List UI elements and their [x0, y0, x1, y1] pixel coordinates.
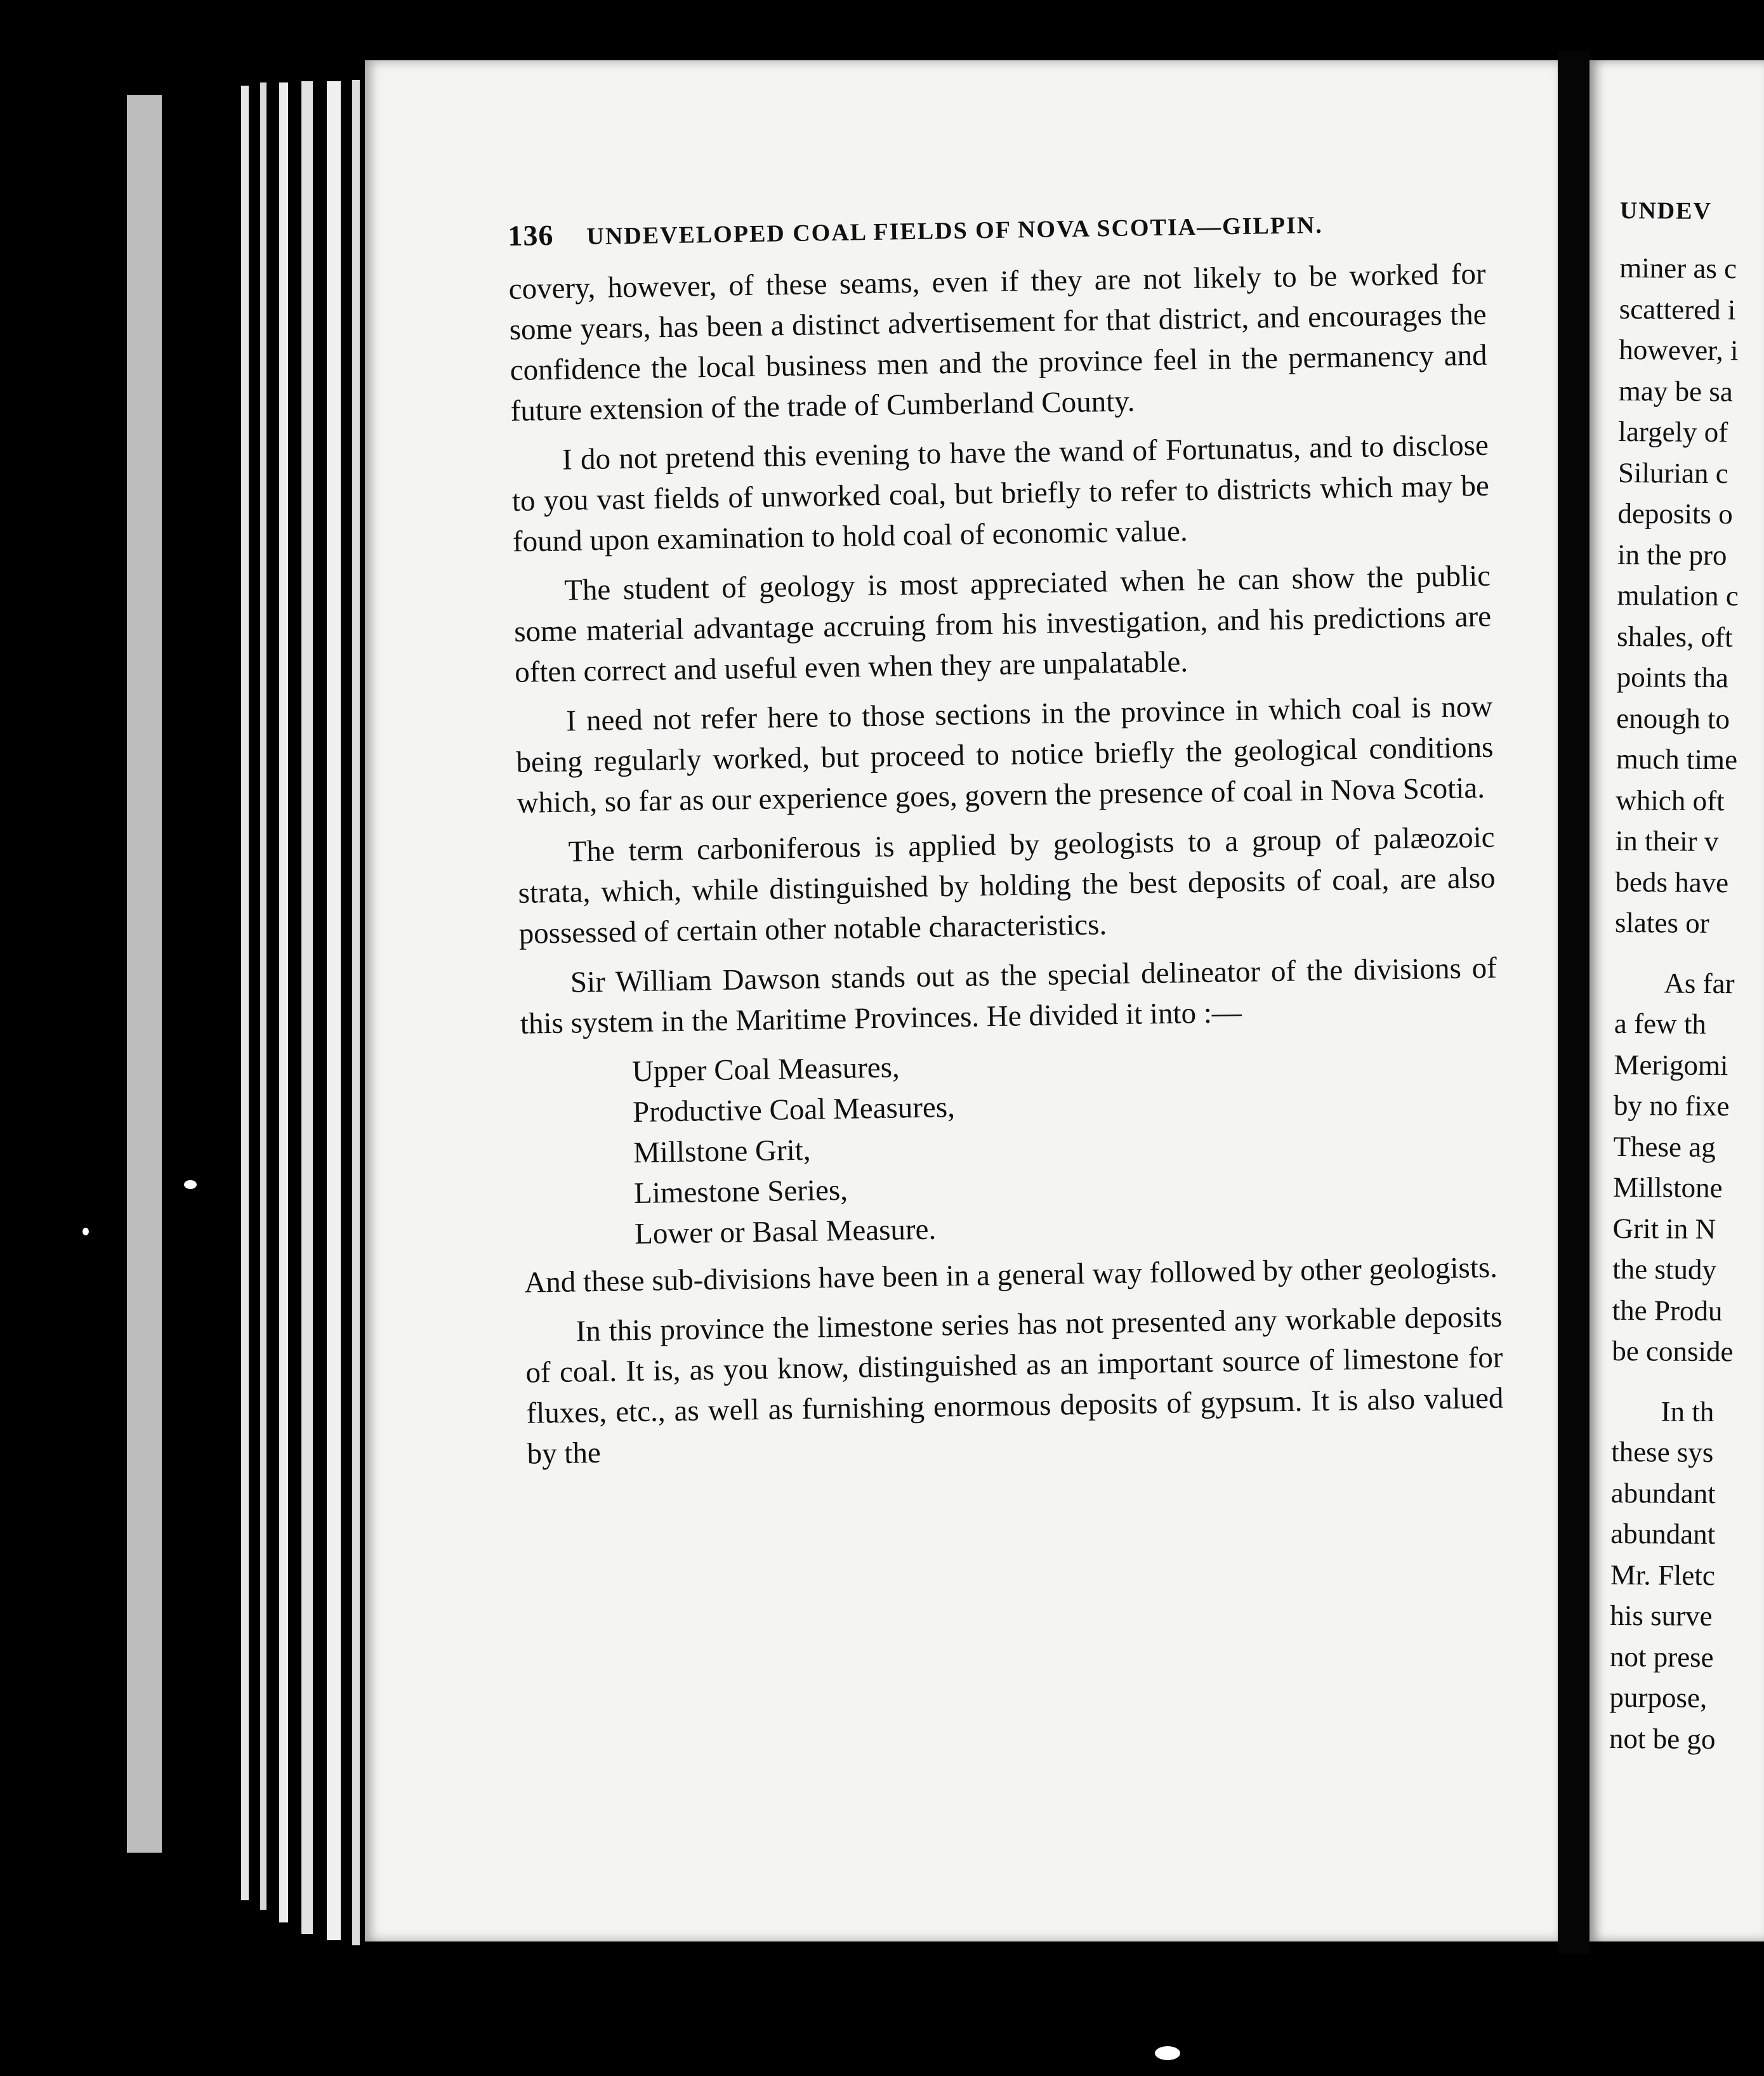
- right-text-line: may be sa: [1618, 374, 1733, 407]
- right-page: [1590, 60, 1764, 1941]
- right-text-line: purpose,: [1609, 1681, 1708, 1714]
- right-text-line: Mr. Fletc: [1610, 1558, 1716, 1591]
- right-text-line: As far: [1664, 967, 1735, 999]
- page-stack-edge: [260, 82, 267, 1910]
- right-text-line: miner as c: [1619, 251, 1737, 285]
- right-text-line: Silurian c: [1617, 456, 1728, 489]
- paragraph: Sir William Dawson stands out as the special delineator of the divisions of this system in the Maritime Provinces. He divided it into :—: [520, 951, 1497, 1041]
- right-text-line: much time: [1616, 742, 1738, 776]
- paragraph: The student of geology is most appreciated when he can show the public some material advantage accruing from his investigation, and his predictions are often correct and useful even when they are unpalatable.: [513, 559, 1492, 689]
- right-text-block: [1609, 1390, 1764, 1761]
- running-head: [508, 204, 1485, 253]
- left-page-content: [508, 204, 1504, 1483]
- scan-speck: [82, 1228, 89, 1235]
- page-stack-edge: [352, 80, 360, 1945]
- scan-speck: [1155, 2046, 1180, 2060]
- running-title: UNDEVELOPED COAL FIELDS OF NOVA SCOTIA—GILPIN.: [586, 211, 1324, 251]
- page-stack-edge: [327, 81, 341, 1940]
- right-text-line: Merigomi: [1614, 1048, 1728, 1081]
- right-running-title: UNDEV: [1619, 197, 1713, 225]
- right-text-line: Grit in N: [1612, 1212, 1716, 1245]
- right-text-line: a few th: [1614, 1007, 1707, 1040]
- right-text-line: these sys: [1611, 1435, 1714, 1469]
- paragraph: In this province the limestone series has not presented any workable deposits of coal. It is, as you know, distinguished as an important source of limestone for fluxes, etc., as well as furnishing enormous deposits of gypsum. It is also valued by the: [525, 1300, 1504, 1471]
- page-number: 136: [508, 218, 554, 252]
- right-text-line: shales, oft: [1616, 620, 1733, 653]
- right-text-line: points tha: [1616, 660, 1729, 694]
- right-text-line: the Produ: [1612, 1294, 1723, 1327]
- division-item: Millstone Grit,: [633, 1133, 811, 1170]
- paragraph: The term carboniferous is applied by geologists to a group of palæozoic strata, which, while distinguished by holding the best deposits of coal, are also possessed of certain other notable characteristics.: [518, 820, 1496, 950]
- right-text-line: not be go: [1609, 1722, 1716, 1755]
- page-stack-edge: [279, 82, 288, 1922]
- page-stack-edge: [127, 95, 162, 1853]
- paragraph: covery, however, of these seams, even if they are not likely to be worked for some years, has been a distinct advertisement for that district, and encourages the confidence the local business men and the province feel in the permanency and future extension of the trade of Cumberland County.: [508, 257, 1487, 428]
- scan-speck: [184, 1180, 197, 1189]
- right-text-line: slates or: [1614, 906, 1709, 940]
- right-text-line: be conside: [1612, 1334, 1734, 1368]
- right-text-line: abundant: [1610, 1517, 1716, 1551]
- right-text-line: Millstone: [1612, 1171, 1723, 1204]
- right-text-line: which oft: [1616, 784, 1725, 817]
- right-text-line: deposits o: [1617, 497, 1733, 530]
- right-text-line: These ag: [1613, 1130, 1716, 1163]
- right-text-line: in their v: [1615, 824, 1719, 858]
- paragraph: And these sub-divisions have been in a general way followed by other geologists.: [523, 1251, 1498, 1299]
- right-page-content: [1609, 197, 1764, 1761]
- division-item: Limestone Series,: [633, 1173, 848, 1211]
- right-text-line: the study: [1612, 1252, 1717, 1286]
- right-text-line: not prese: [1609, 1640, 1714, 1673]
- right-text-line: scattered i: [1619, 292, 1736, 325]
- paragraph: I need not refer here to those sections in the province in which coal is now being regularly worked, but proceed to notice briefly the geological conditions which, so far as our experience goes, govern the presence of coal in Nova Scotia.: [516, 690, 1494, 820]
- division-list: [521, 1038, 1501, 1256]
- right-text-line: abundant: [1610, 1476, 1716, 1509]
- left-page: [365, 60, 1558, 1941]
- right-text-line: In th: [1661, 1395, 1715, 1428]
- division-item: Lower or Basal Measure.: [634, 1212, 937, 1251]
- right-text-line: largely of: [1618, 415, 1728, 449]
- right-text-block: [1612, 962, 1764, 1374]
- page-stack-edge: [301, 81, 313, 1934]
- right-text-line: enough to: [1616, 702, 1730, 735]
- right-text-line: by no fixe: [1613, 1089, 1730, 1122]
- right-text-line: his surve: [1610, 1599, 1713, 1633]
- right-text-line: beds have: [1615, 865, 1729, 898]
- division-item: Productive Coal Measures,: [632, 1091, 956, 1129]
- page-stack-edge: [241, 86, 249, 1900]
- division-item: Upper Coal Measures,: [631, 1051, 900, 1089]
- right-text-line: in the pro: [1617, 538, 1727, 571]
- right-text-line: mulation c: [1617, 579, 1739, 612]
- binding-gutter: [1558, 51, 1590, 1954]
- right-text-line: however, i: [1619, 333, 1739, 367]
- paragraph: I do not pretend this evening to have the wand of Fortunatus, and to disclose to you vast fields of unworked coal, but briefly to refer to districts which may be found upon examination to hold coal of economic value.: [511, 428, 1490, 558]
- right-text-block: [1615, 247, 1764, 946]
